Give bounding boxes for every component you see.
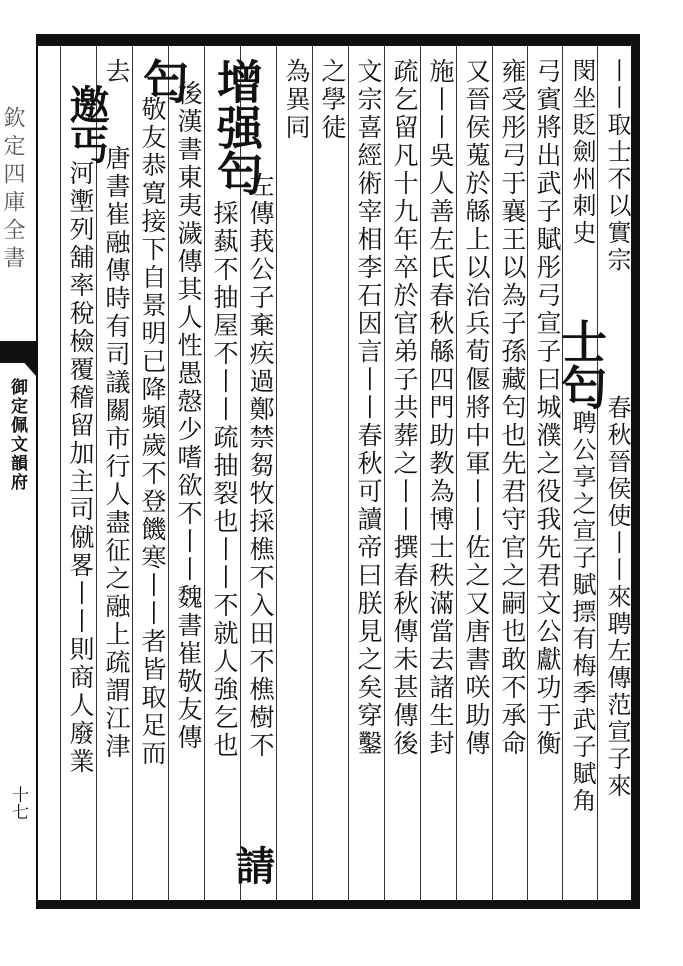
text-column: 丨丨取士不以實宗 <box>603 58 631 274</box>
frame-left-border <box>36 34 38 909</box>
text-column: 疏乞留凡十九年卒於官弟子共葬之丨丨撰春秋傳未甚傳後 <box>390 58 419 758</box>
margin-series-title: 欽定四庫全書 <box>0 106 25 274</box>
frame-right-border <box>631 34 640 909</box>
entry-heading: 增强匄 <box>210 58 264 196</box>
text-column: 春秋晉侯使丨丨來聘左傳范宣子來 <box>603 395 631 800</box>
column-rule <box>384 46 385 900</box>
text-column: 雍受彤弓于襄王以為子孫藏匄也先君守官之嗣也敢不承命 <box>498 58 527 758</box>
tone-marker: 去 <box>102 58 131 86</box>
text-column: 文宗喜經術宰相李石因言丨丨春秋可讀帝曰朕見之矣穿鑿 <box>354 58 383 758</box>
text-column: 弓賓將出武子賦彤弓宣子曰城濮之役我先君文公獻功于衡 <box>533 58 562 758</box>
column-rule <box>562 46 563 900</box>
text-column: 為異同 <box>282 58 311 142</box>
frame-bottom-border <box>36 900 640 909</box>
column-rule <box>456 46 457 900</box>
entry-heading: 請 <box>229 845 276 885</box>
column-rule <box>132 46 133 900</box>
text-column: 採蓺不抽屋不丨丨疏抽裂也丨丨不就人強乞也 <box>210 200 239 760</box>
column-rule <box>168 46 169 900</box>
text-column: 之學徒 <box>318 58 347 142</box>
entry-heading: 士匄 <box>554 318 608 410</box>
column-rule <box>96 46 97 900</box>
text-column: 敬友恭寛接下自景明已降頻歲不登饑寒丨丨者皆取足而 <box>138 96 167 768</box>
text-column: 施丨丨吳人善左氏春秋緜四門助教為博士秩滿當去諸生封 <box>426 58 455 758</box>
column-rule <box>492 46 493 900</box>
column-rule <box>204 46 205 900</box>
entry-heading: 匄 <box>136 58 190 104</box>
column-rule <box>312 46 313 900</box>
column-rule <box>60 46 61 900</box>
entry-heading: 邀丐 <box>63 84 110 164</box>
column-rule <box>597 46 598 900</box>
column-rule <box>527 46 528 900</box>
text-column: 左傳莪公子棄疾過鄭禁芻牧採樵不入田不樵樹不 <box>246 172 275 760</box>
column-rule <box>276 46 277 900</box>
text-column: 唐書崔融傳時有司議關市行人盡征之融上疏謂江津 <box>102 145 131 761</box>
frame-top-border <box>36 34 640 46</box>
text-column: 後漢書東夷濊傳其人性愚慤少嗜欲不丨丨魏書崔敬友傳 <box>174 80 203 752</box>
text-column: 河壍列舖率稅檢覆稽留加主司僦畧丨丨則商人廢業 <box>66 160 95 776</box>
text-column: 又晉侯蒐於緜上以治兵荀偃將中軍丨丨佐之又唐書咲助傳 <box>462 58 491 758</box>
column-rule <box>348 46 349 900</box>
margin-book-title: 御定佩文韻府 <box>7 378 27 492</box>
column-rule <box>420 46 421 900</box>
margin-fishtail-wedge <box>20 358 36 376</box>
text-column: 閔坐貶劍州刺史 <box>568 58 596 247</box>
folio-number: 十七 <box>8 786 28 820</box>
text-column: 聘公享之宣子賦摽有梅季武子賦角 <box>568 410 596 815</box>
page-margin <box>0 46 34 900</box>
